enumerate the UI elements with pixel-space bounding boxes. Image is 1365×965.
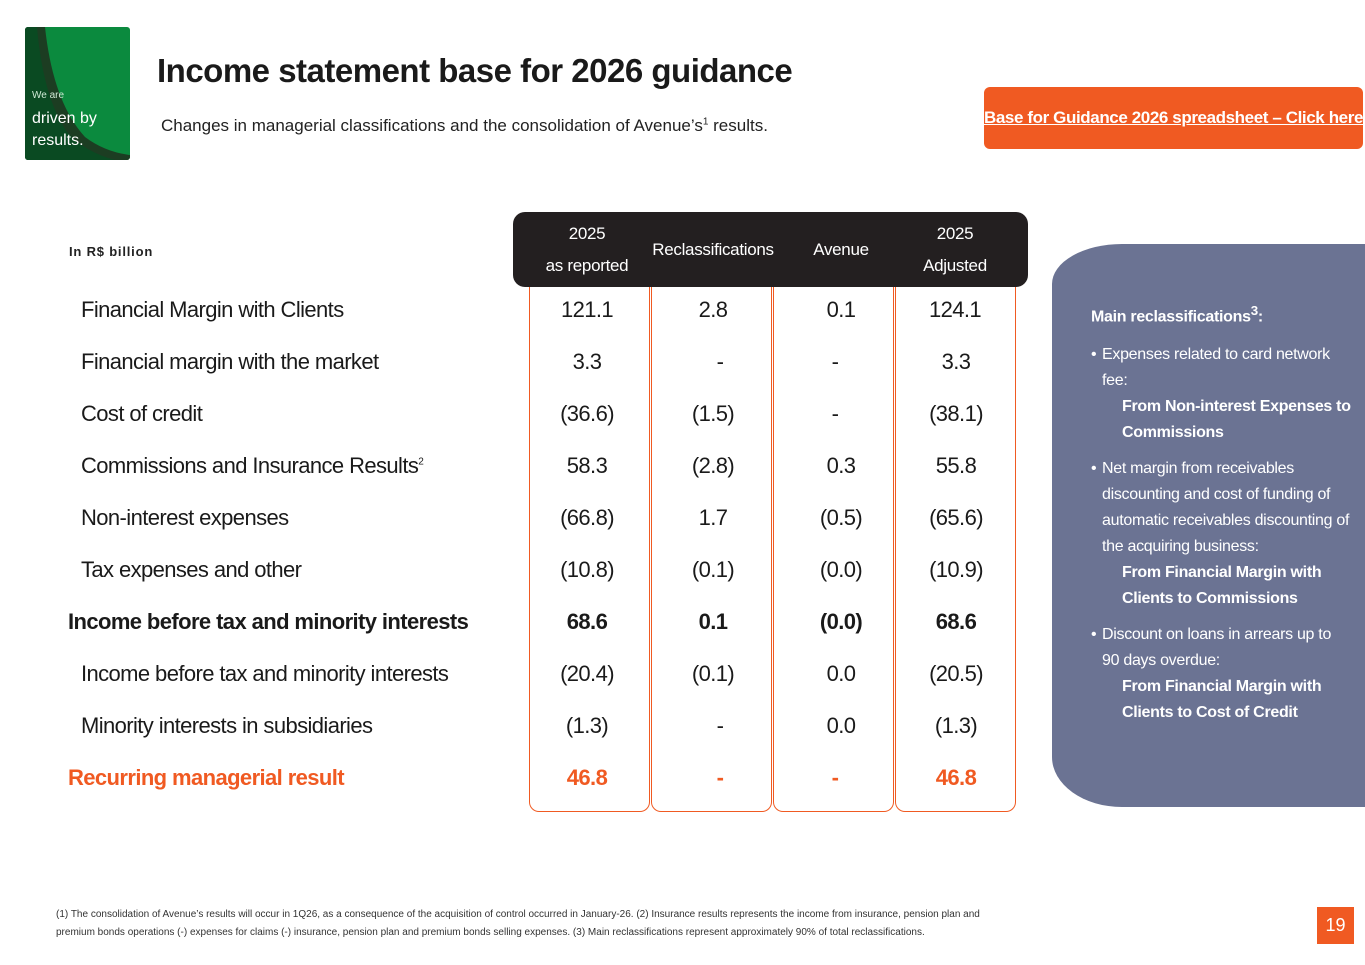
table-cell: 0.1 [826,297,856,322]
table-cell: 3.3 [572,349,602,374]
panel-bullet-text: Net margin from receivables discounting and cost of funding of automatic receivables discounting of the acquiring business: [1102,460,1350,556]
bullet-icon: • [1091,460,1097,478]
column-header-as-reported [527,212,647,287]
table-cell-total: 46.8 [935,765,977,790]
row-label-text: Commissions and Insurance Results [81,453,419,478]
subtitle-text-end: results. [708,116,768,135]
row-label-text: Income before tax and minority interests [68,609,469,634]
row-label-text: Financial margin with the market [81,349,379,374]
panel-title-footnote-marker: 3 [1250,303,1258,318]
panel-bullet [1091,622,1351,726]
bullet-icon: • [1091,626,1097,644]
panel-bullet-text: Expenses related to card network fee: [1102,346,1330,390]
table-cell-subtotal: (0.0) [819,609,863,634]
table-cell: - [716,349,724,374]
column-header-line1: 2025 [568,223,606,243]
column-header-avenue [781,212,901,287]
table-cell-subtotal: 68.6 [935,609,977,634]
brand-logo [25,27,130,160]
table-cell-subtotal: 68.6 [566,609,608,634]
page-subtitle [161,116,768,136]
row-label-text: Non-interest expenses [81,505,289,530]
subtitle-text: Changes in managerial classifications and the consolidation of Avenue’s [161,116,703,135]
column-header-line2: Adjusted [923,255,987,275]
table-cell: 0.3 [826,453,856,478]
column-header-reclassifications [648,212,778,287]
row-label [81,505,289,531]
table-cell: (0.1) [691,557,735,582]
row-label [81,401,202,427]
bullet-icon: • [1091,346,1097,364]
reclassifications-panel-content [1091,298,1351,736]
row-label-total [68,765,344,791]
row-label-text: Recurring managerial result [68,765,345,790]
table-cell: 0.0 [826,713,856,738]
column-header-line2: as reported [545,255,629,275]
table-cell: 121.1 [560,297,614,322]
logo-tagline-line2: results. [32,132,84,149]
panel-bullet-detail: From Financial Margin with Clients to Commissions [1122,564,1322,608]
table-cell: 1.7 [698,505,728,530]
row-label-text: Cost of credit [81,401,203,426]
table-cell: (1.5) [691,401,735,426]
table-cell: 55.8 [935,453,977,478]
panel-bullet-text: Discount on loans in arrears up to 90 days overdue: [1102,626,1332,670]
page-number: 19 [1317,907,1354,944]
table-cell: (0.5) [819,505,863,530]
row-label [81,297,344,323]
row-footnote-marker: 2 [418,456,424,468]
column-header-line1: Avenue [813,239,869,259]
table-cell: (20.5) [929,661,983,686]
row-label-text: Minority interests in subsidiaries [81,713,373,738]
row-label-text: Financial Margin with Clients [81,297,344,322]
panel-title [1091,298,1351,330]
table-cell: (20.4) [560,661,614,686]
table-cell: (36.6) [560,401,614,426]
panel-bullet [1091,456,1351,612]
table-cell: 0.0 [826,661,856,686]
table-cell: 124.1 [928,297,982,322]
table-cell: - [831,401,839,426]
column-header-adjusted [895,212,1015,287]
table-cell: 3.3 [941,349,971,374]
panel-bullet-detail: From Non-interest Expenses to Commissions [1122,398,1351,442]
table-cell-total: - [831,765,839,790]
table-cell-total: 46.8 [566,765,608,790]
table-cell: (2.8) [691,453,735,478]
subtitle-footnote-marker: 1 [702,116,709,128]
footnote: (1) The consolidation of Avenue’s results will occur in 1Q26, as a consequence of the acquisition of control occurred in January-26. (2) Insurance results represents the income from insurance, pension plan and premium bonds operations (-) expenses for claims (-) insurance, pension plan and premium bonds selling expenses. (3) Main reclassifications represent approximately 90% of total reclassifications. [56,909,980,938]
table-cell: (0.0) [819,557,863,582]
logo-tagline-line1: driven by [32,110,97,127]
table-cell: 2.8 [698,297,728,322]
row-label [81,713,372,739]
table-cell-total: - [716,765,724,790]
column-header-line1: Reclassifications [652,239,774,259]
table-cell: (65.6) [929,505,983,530]
row-label [81,453,423,479]
table-cell-subtotal: 0.1 [698,609,728,634]
table-cell: (1.3) [565,713,609,738]
panel-title-text: Main reclassifications [1091,308,1251,326]
panel-bullet [1091,342,1351,446]
table-cell: (1.3) [934,713,978,738]
table-cell: - [716,713,724,738]
panel-title-suffix: : [1257,308,1263,326]
table-cell: (38.1) [929,401,983,426]
row-label-text: Income before tax and minority interests [81,661,449,686]
table-cell: (10.8) [560,557,614,582]
spreadsheet-link-button[interactable]: Base for Guidance 2026 spreadsheet – Click here [984,87,1363,149]
table-cell: - [831,349,839,374]
column-header-line1: 2025 [936,223,974,243]
row-label [81,661,448,687]
table-cell: (10.9) [929,557,983,582]
logo-tagline-small: We are [32,90,65,101]
table-cell: (0.1) [691,661,735,686]
table-cell: 58.3 [566,453,608,478]
row-label-subtotal [68,609,468,635]
unit-label: In R$ billion [69,244,154,259]
row-label [81,557,301,583]
row-label-text: Tax expenses and other [81,557,302,582]
row-label [81,349,378,375]
table-cell: (66.8) [560,505,614,530]
page-title: Income statement base for 2026 guidance [157,52,793,89]
panel-bullet-detail: From Financial Margin with Clients to Cost of Credit [1122,678,1322,722]
